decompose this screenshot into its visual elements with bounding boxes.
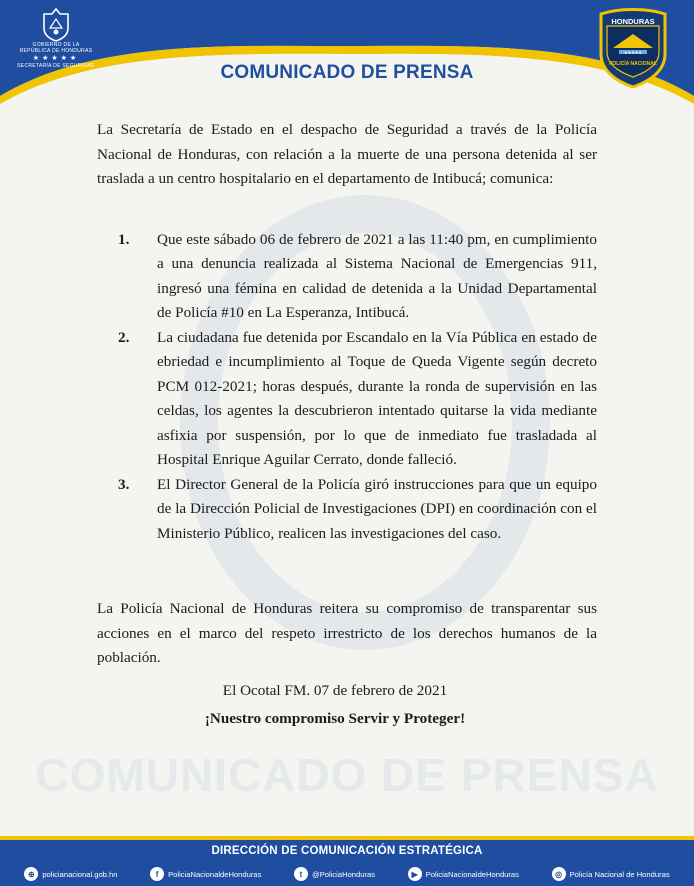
place-date: El Ocotal FM. 07 de febrero de 2021 — [222, 681, 448, 699]
youtube-icon: ▶ — [408, 867, 422, 881]
facebook-icon: f — [150, 867, 164, 881]
closing-paragraph: La Policía Nacional de Honduras reitera su compromiso de transparentar sus acciones en el marco del respeto irrestricto de los derechos humanos de la población. — [97, 600, 597, 666]
list-item-text: Que este sábado 06 de febrero de 2021 a las 11:40 pm, en cumplimiento a una denuncia realizada al Sistema Nacional de Emergencias 911, ingresó una fémina en calidad de detenida a la Unidad Departamental de Policía #10 en La Esperanza, Intibucá. — [157, 230, 597, 321]
badge-top-text: HONDURAS — [611, 17, 655, 26]
svg-text:★★★★★: ★★★★★ — [624, 50, 642, 55]
social-link-twitter[interactable] — [294, 867, 375, 881]
intro-paragraph: La Secretaría de Estado en el despacho de Seguridad a través de la Policía Nacional de Honduras, con relación a la muerte de una persona detenida al ser traslada a un centro hospitalario en el departamento de Intibucá; comunica: — [97, 121, 597, 187]
list-item-text: El Director General de la Policía giró instrucciones para que un equipo de la Dirección Policial de Investigaciones (DPI) en coordinación con el Ministerio Público, realicen las investigaciones del caso. — [157, 475, 597, 542]
twitter-icon: t — [294, 867, 308, 881]
social-link-website[interactable] — [24, 867, 117, 881]
gov-logo-line-1: GOBIERNO DE LA — [32, 42, 80, 48]
gov-logo-stars: ★★★★★ — [32, 54, 80, 62]
social-link-instagram[interactable] — [552, 867, 670, 881]
police-badge-logo — [597, 8, 669, 88]
social-link-label: PoliciaNacionaldeHonduras — [425, 869, 519, 879]
list-item-text: La ciudadana fue detenida por Escandalo en la Vía Pública en estado de ebriedad e incumplimiento al Toque de Queda Vigente según decreto PCM 012-2021; horas después, durante la ronda de supervisión en las celdas, los agentes la descubrieron intentado quitarse la vida mediante asfixia por suspensión, por lo que de inmediato fue trasladada al Hospital Enrique Aguilar Cerrato, donde falleció. — [157, 328, 597, 468]
list-item-3 — [97, 473, 597, 547]
social-link-youtube[interactable] — [408, 867, 519, 881]
social-link-label: PoliciaNacionaldeHonduras — [168, 869, 262, 879]
footer-title: DIRECCIÓN DE COMUNICACIÓN ESTRATÉGICA — [211, 845, 483, 857]
list-item-number: 1. — [118, 230, 130, 248]
gov-logo-line-2: REPÚBLICA DE HONDURAS — [19, 48, 93, 54]
globe-icon: ⊕ — [24, 867, 38, 881]
social-link-label: policianacional.gob.hn — [42, 869, 118, 879]
gov-logo-line-3: SECRETARÍA DE SEGURIDAD — [17, 63, 95, 69]
social-links — [0, 864, 694, 884]
social-link-label: @PoliciaHonduras — [312, 869, 376, 879]
social-link-label: Policía Nacional de Honduras — [569, 869, 670, 879]
list-item-number: 3. — [118, 475, 130, 493]
instagram-icon: ◎ — [552, 867, 566, 881]
list-item-number: 2. — [118, 328, 130, 346]
list-item-2 — [97, 326, 597, 473]
press-release-body — [97, 118, 597, 732]
list-item-1 — [97, 228, 597, 326]
watermark-text: COMUNICADO DE PRENSA — [35, 749, 659, 801]
social-link-facebook[interactable] — [150, 867, 261, 881]
coat-of-arms-icon — [41, 8, 71, 42]
badge-bottom-text: POLICÍA NACIONAL — [609, 61, 657, 67]
motto: ¡Nuestro compromiso Servir y Proteger! — [204, 710, 466, 727]
page-title: COMUNICADO DE PRENSA — [220, 62, 474, 83]
